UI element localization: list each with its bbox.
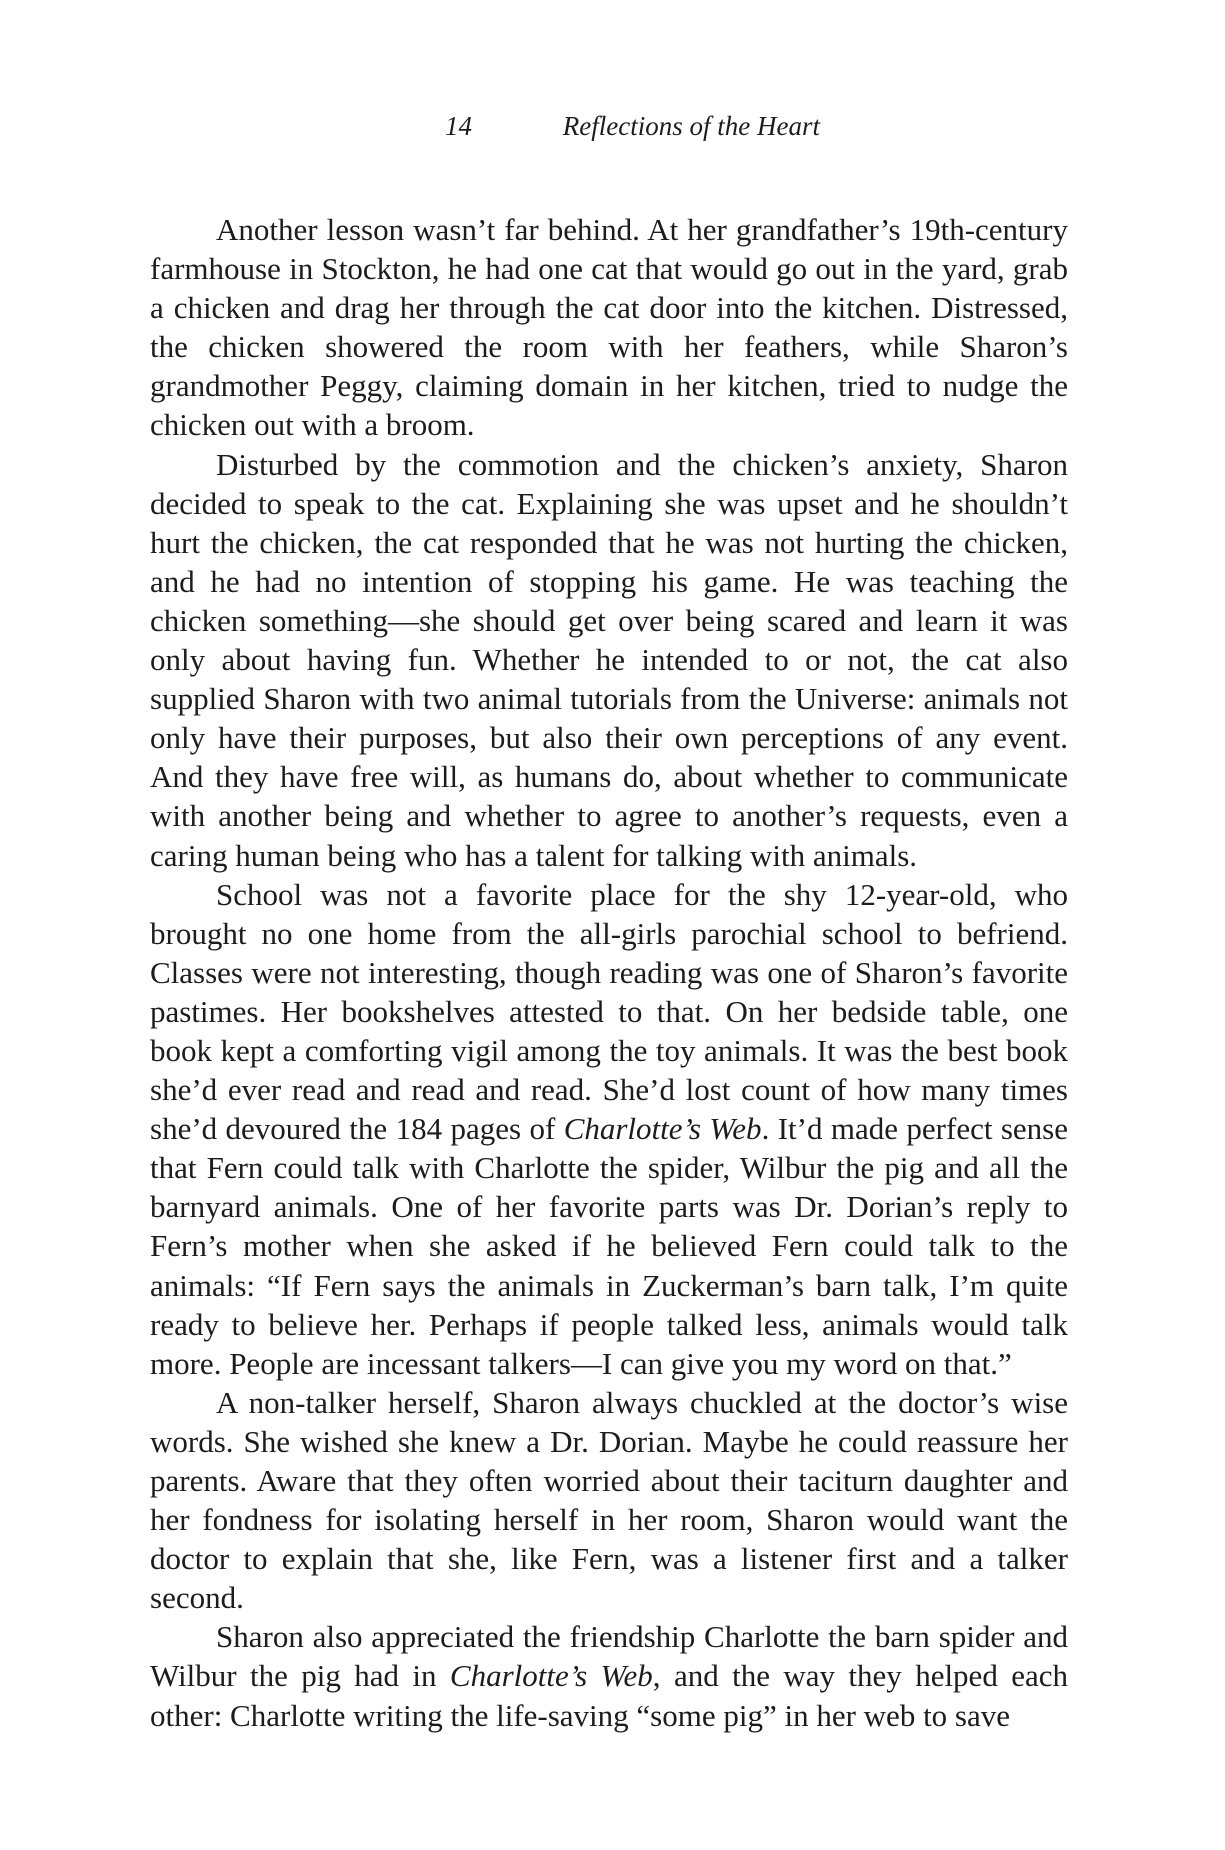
paragraph: Disturbed by the commotion and the chicken’s anxiety, Sharon decided to speak to the cat. Explaining she was upset and he shouldn’t hurt the chicken, the cat responded that he was not hurting the chicken, and he had no intention of stopping his game. He was teaching the chicken something—she should get over being scared and learn it was only about having fun. Whether he intended to or not, the cat also supplied Sharon with two animal tutorials from the Universe: animals not only have their purposes, but also their own perceptions of any event. And they have free will, as humans do, about whether to communicate with another being and whether to agree to another’s requests, even a caring human being who has a talent for talking with animals.	[150, 446, 1068, 873]
paragraph: Another lesson wasn’t far behind. At her grandfather’s 19th-century farmhouse in Stockton, he had one cat that would go out in the yard, grab a chicken and drag her through the cat door into the kitchen. Distressed, the chicken showered the room with her feathers, while Sharon’s grandmother Peggy, claiming domain in her kitchen, tried to nudge the chicken out with a broom.	[150, 212, 1068, 443]
running-title: Reflections of the Heart	[562, 111, 820, 141]
paragraph-text: School was not a favorite place for the shy 12-year-old, who brought no one home from the all-girls parochial school to befriend. Classes were not interesting, though reading was one of Sharon’s favorite pastimes. Her bookshelves attested to that. On her bedside table, one book kept a comforting vigil among the toy animals. It was the best book she’d ever read and read and read. She’d lost count of how many times she’d devoured the 184 pages of	[150, 876, 1068, 1147]
paragraph-text: . It’d made perfect sense that Fern could talk with Charlotte the spider, Wilbur the pig and all the barnyard animals. One of her favorite parts was Dr. Dorian’s reply to Fern’s mother when she asked if he believed Fern could talk to the animals: “If Fern says the animals in Zuckerman’s barn talk, I’m quite ready to believe her. Perhaps if people talked less, animals would talk more. People are incessant talkers—I can give you my word on that.”	[150, 1111, 1068, 1381]
paragraph	[150, 875, 1068, 1383]
paragraph-text: Sharon also appreciated the friendship Charlotte the barn spider and Wilbur the pig had in	[150, 1619, 1068, 1694]
book-title: Charlotte’s Web	[449, 1658, 653, 1694]
paragraph: A non-talker herself, Sharon always chuckled at the doctor’s wise words. She wished she knew a Dr. Dorian. Maybe he could reassure her parents. Aware that they often worried about their taciturn daughter and her fondness for isolating herself in her room, Sharon would want the doctor to explain that she, like Fern, was a listener first and a talker second.	[150, 1384, 1068, 1616]
page-number: 14	[445, 111, 473, 141]
book-title: Charlotte’s Web	[563, 1111, 762, 1147]
paragraph-text: , and the way they helped each other: Charlotte writing the life-saving “some pig” in her web to save	[150, 1658, 1068, 1733]
paragraph	[150, 1617, 1068, 1734]
running-header	[0, 108, 1225, 144]
body-text	[150, 210, 1068, 1735]
